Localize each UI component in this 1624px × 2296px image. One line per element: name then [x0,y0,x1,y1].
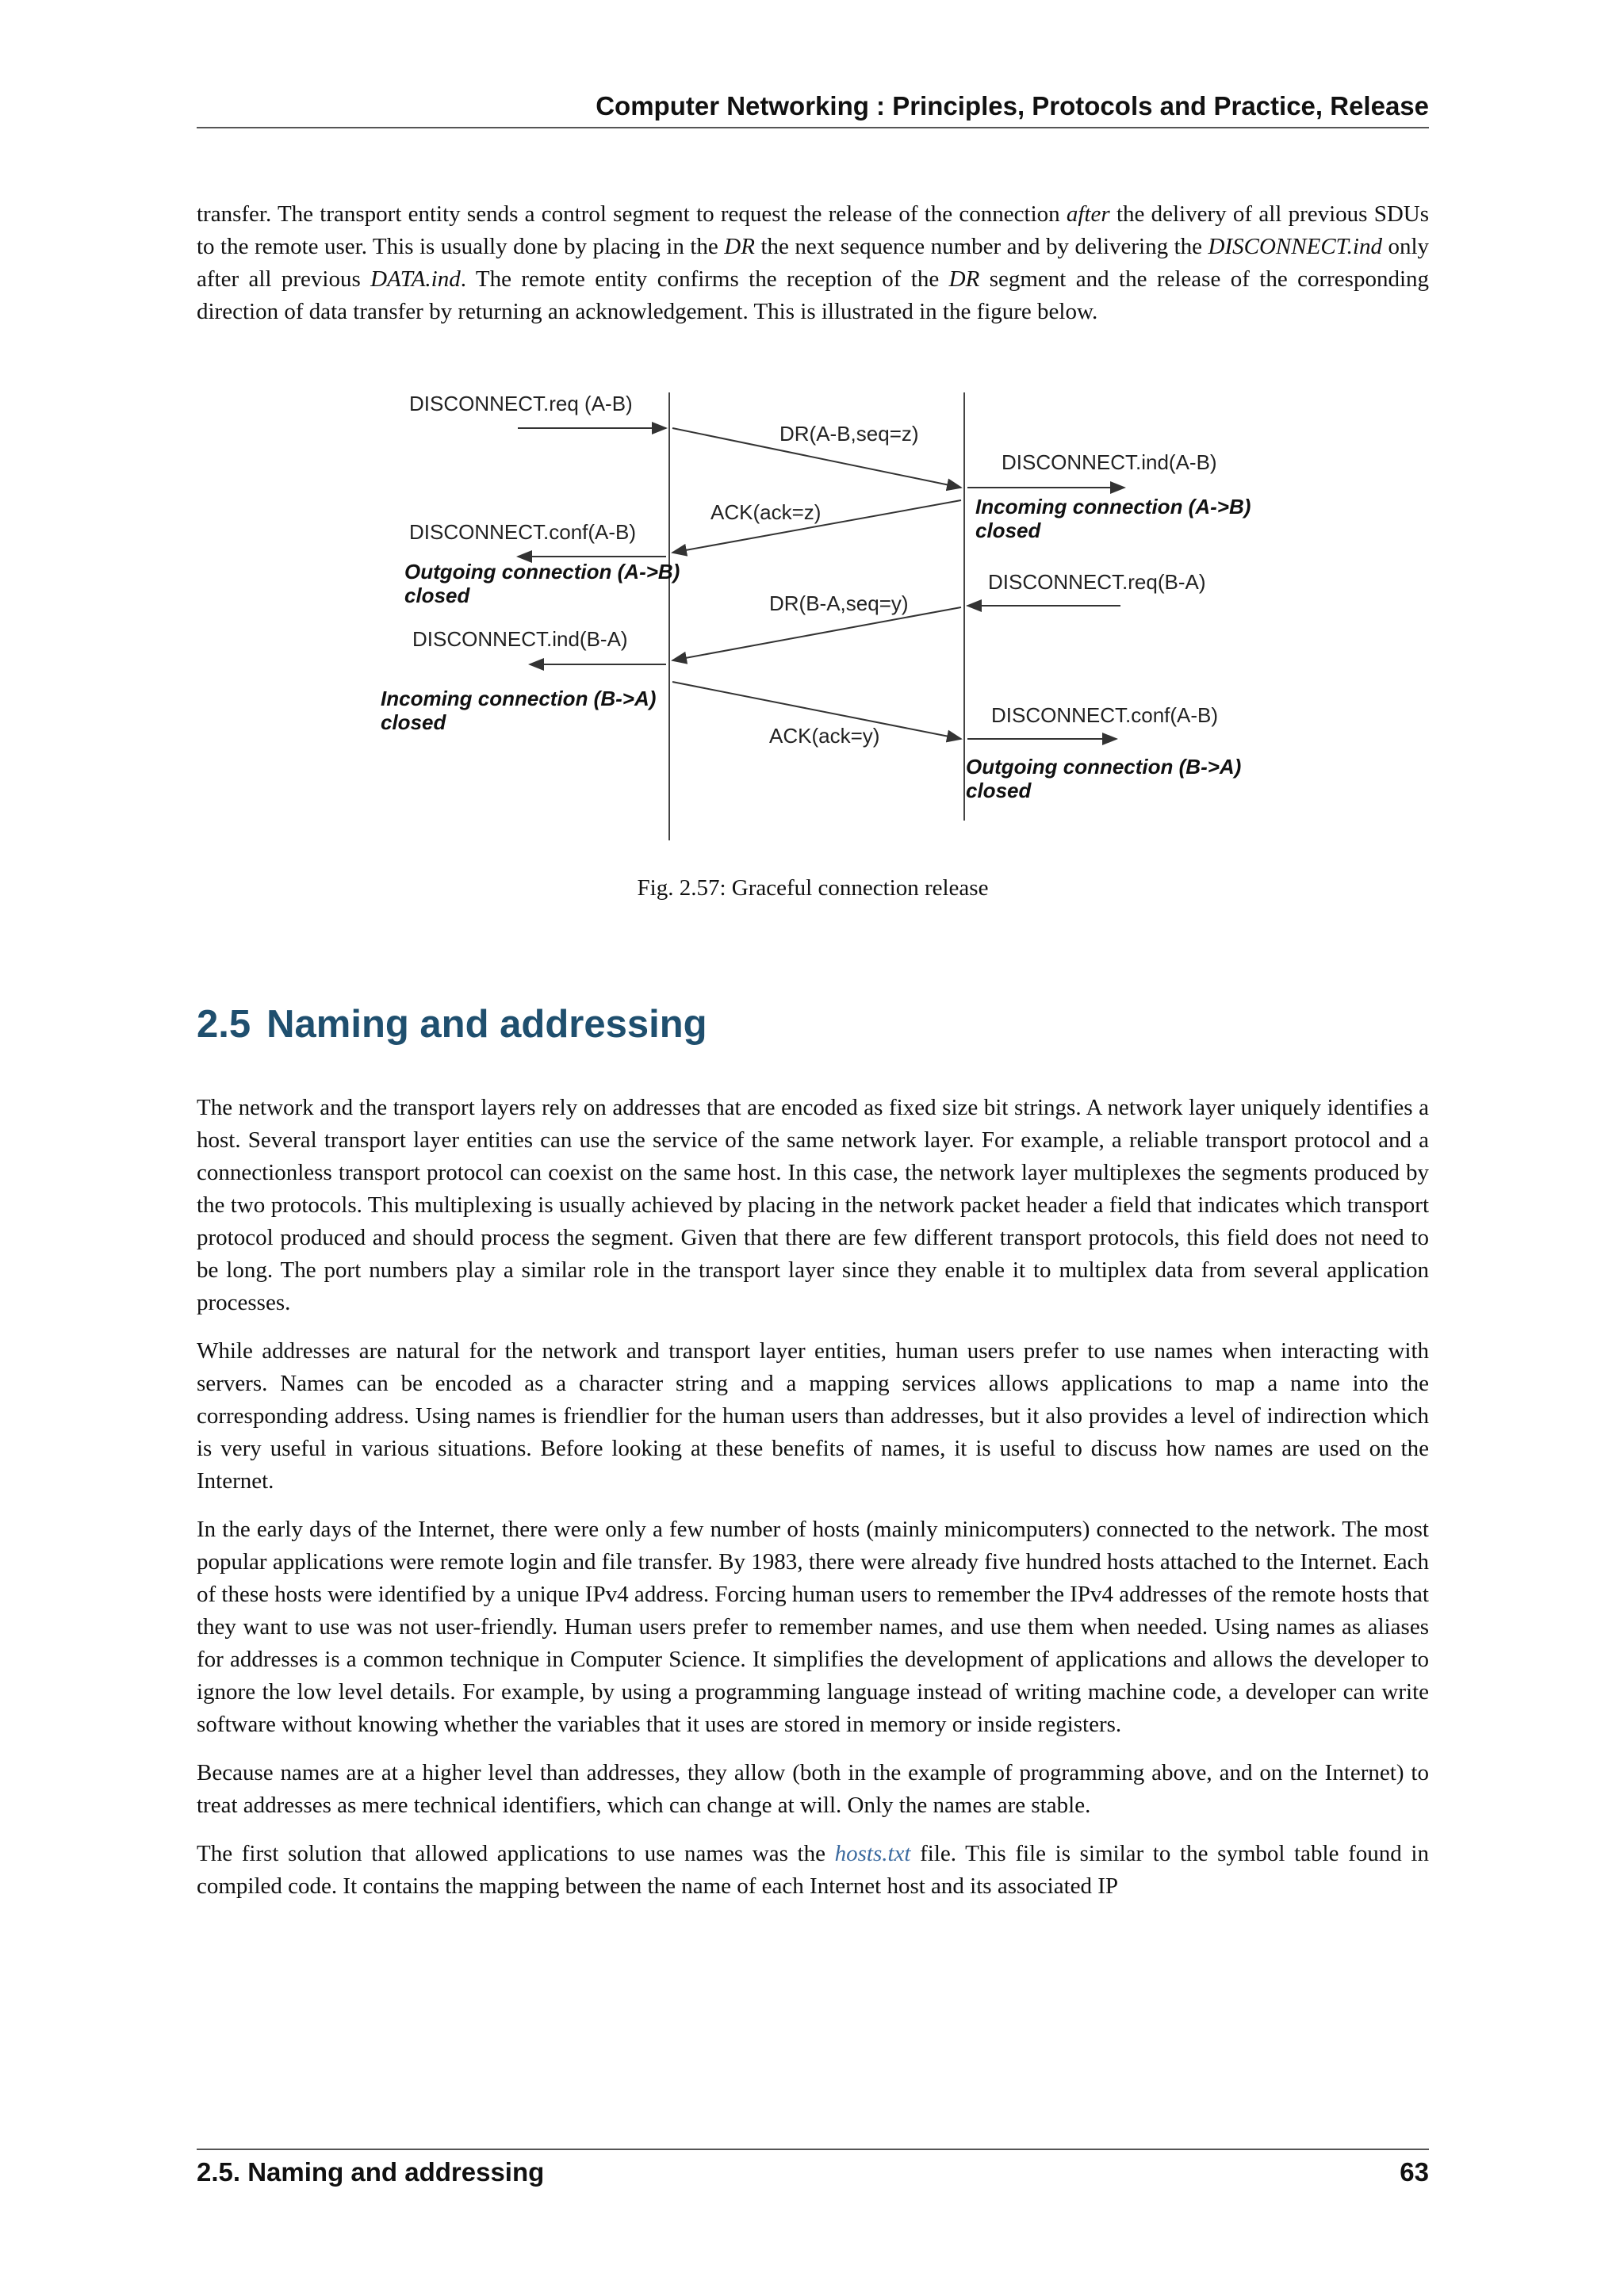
section-number: 2.5 [197,1003,251,1046]
note-outgoing-ba-line2: closed [966,779,1032,802]
label-disconnect-req-ab: DISCONNECT.req (A-B) [409,392,633,415]
label-ack-z: ACK(ack=z) [710,500,822,524]
section-body [197,1092,1429,1919]
intro-text-5: . The remote entity confirms the reception of the [460,266,949,292]
label-disconnect-req-ba: DISCONNECT.req(B-A) [988,570,1206,594]
intro-emph-dr: DR [724,234,755,259]
note-incoming-ba-line2: closed [381,710,446,734]
intro-emph-data-ind: DATA.ind [370,266,461,292]
label-ack-y: ACK(ack=y) [769,724,880,748]
note-incoming-ab-line1: Incoming connection (A->B) [975,495,1251,519]
footer-section: 2.5. Naming and addressing [197,2157,545,2187]
section-heading [197,1001,1429,1048]
intro-text-6: segment and the release of the corresponding direction of data transfer by returning an acknowledgement. This is illustrated in the figure below. [197,266,1429,324]
document-page [197,0,1429,2296]
label-disconnect-ind-ab: DISCONNECT.ind(A-B) [1002,450,1217,474]
section-title: Naming and addressing [266,1003,707,1046]
intro-text-1: transfer. The transport entity sends a control segment to request the release of the connection [197,201,1067,227]
label-disconnect-conf-ab: DISCONNECT.conf(A-B) [409,520,637,544]
label-disconnect-ind-ba: DISCONNECT.ind(B-A) [412,627,628,651]
paragraph-names: While addresses are natural for the network and transport layer entities, human users prefer to use names when interacting with servers. Names can be encoded as a character string and a mapping services allows applications to map a name into the corresponding address. Using names is friendlier for the human users than addresses, but it also provides a level of indirection which is very useful in various situations. Before looking at these benefits of names, it is useful to discuss how names are used on the Internet. [197,1338,1429,1494]
note-outgoing-ab-line2: closed [404,584,470,607]
intro-text-3: the next sequence number and by delivering the [754,234,1208,259]
intro-emph-dr-2: DR [948,266,980,292]
paragraph-stable-names: Because names are at a higher level than addresses, they allow (both in the example of programming above, and on the Internet) to treat addresses as mere technical identifiers, which can change at will. Only the names are stable. [197,1760,1429,1818]
paragraph-early-internet: In the early days of the Internet, there were only a few number of hosts (mainly minicomputers) connected to the network. The most popular applications were remote login and file transfer. By 1983, there were already five hundred hosts attached to the Internet. Each of these hosts were identified by a unique IPv4 address. Forcing human users to remember the IPv4 addresses of the remote hosts that they want to use was not user-friendly. Human users prefer to remember names, and use them when needed. Using names as aliases for addresses is a common technique in Computer Science. It simplifies the development of applications and allows the developer to ignore the low level details. For example, by using a programming language instead of writing machine code, a developer can write software without knowing whether the variables that it uses are stored in memory or inside registers. [197,1517,1429,1737]
label-disconnect-conf-ba: DISCONNECT.conf(A-B) [991,703,1219,727]
release-sequence-figure [197,388,1429,848]
intro-text-2: the delivery of all previous SDUs to the remote user. This is usually done by placing in the [197,201,1429,259]
note-outgoing-ba-line1: Outgoing connection (B->A) [966,755,1242,779]
footer-rule [197,2149,1429,2150]
hosts-txt-link[interactable]: hosts.txt [834,1841,911,1866]
label-dr-ab: DR(A-B,seq=z) [779,422,919,446]
hosts-text-2: file. This file is similar to the symbol table found in compiled code. It contains the mapping between the name of each Internet host and its associated IP [197,1841,1429,1899]
footer [197,2156,1429,2188]
note-incoming-ab-line2: closed [975,519,1041,542]
dr-ba-segment [672,607,961,660]
intro-emph-disconnect-ind: DISCONNECT.ind [1208,234,1382,259]
intro-text-4: only after all previous [197,234,1430,292]
header-rule [197,127,1429,128]
figure-caption: Fig. 2.57: Graceful connection release [637,875,989,901]
paragraph-hosts-txt [197,1838,1429,1903]
note-incoming-ba-line1: Incoming connection (B->A) [381,687,657,710]
hosts-text-1: The first solution that allowed applications to use names was the [197,1841,835,1866]
paragraph-addresses: The network and the transport layers rely on addresses that are encoded as fixed size bit strings. A network layer uniquely identifies a host. Several transport layer entities can use the service of the same network layer. For example, a reliable transport protocol and a connectionless transport protocol can coexist on the same host. In this case, the network layer multiplexes the segments produced by the two protocols. This multiplexing is usually achieved by placing in the network packet header a field that indicates which transport protocol produced and should process the segment. Given that there are few different transport protocols, this field does not need to be long. The port numbers play a similar role in the transport layer since they enable it to multiplex data from several application processes. [197,1095,1429,1315]
intro-emph-after: after [1066,201,1110,227]
page-number: 63 [1400,2157,1429,2187]
label-dr-ba: DR(B-A,seq=y) [769,591,909,615]
running-header: Computer Networking : Principles, Protocols and Practice, Release [596,91,1429,121]
note-outgoing-ab-line1: Outgoing connection (A->B) [404,560,680,584]
intro-paragraph [197,198,1429,328]
sequence-diagram [197,388,1429,848]
